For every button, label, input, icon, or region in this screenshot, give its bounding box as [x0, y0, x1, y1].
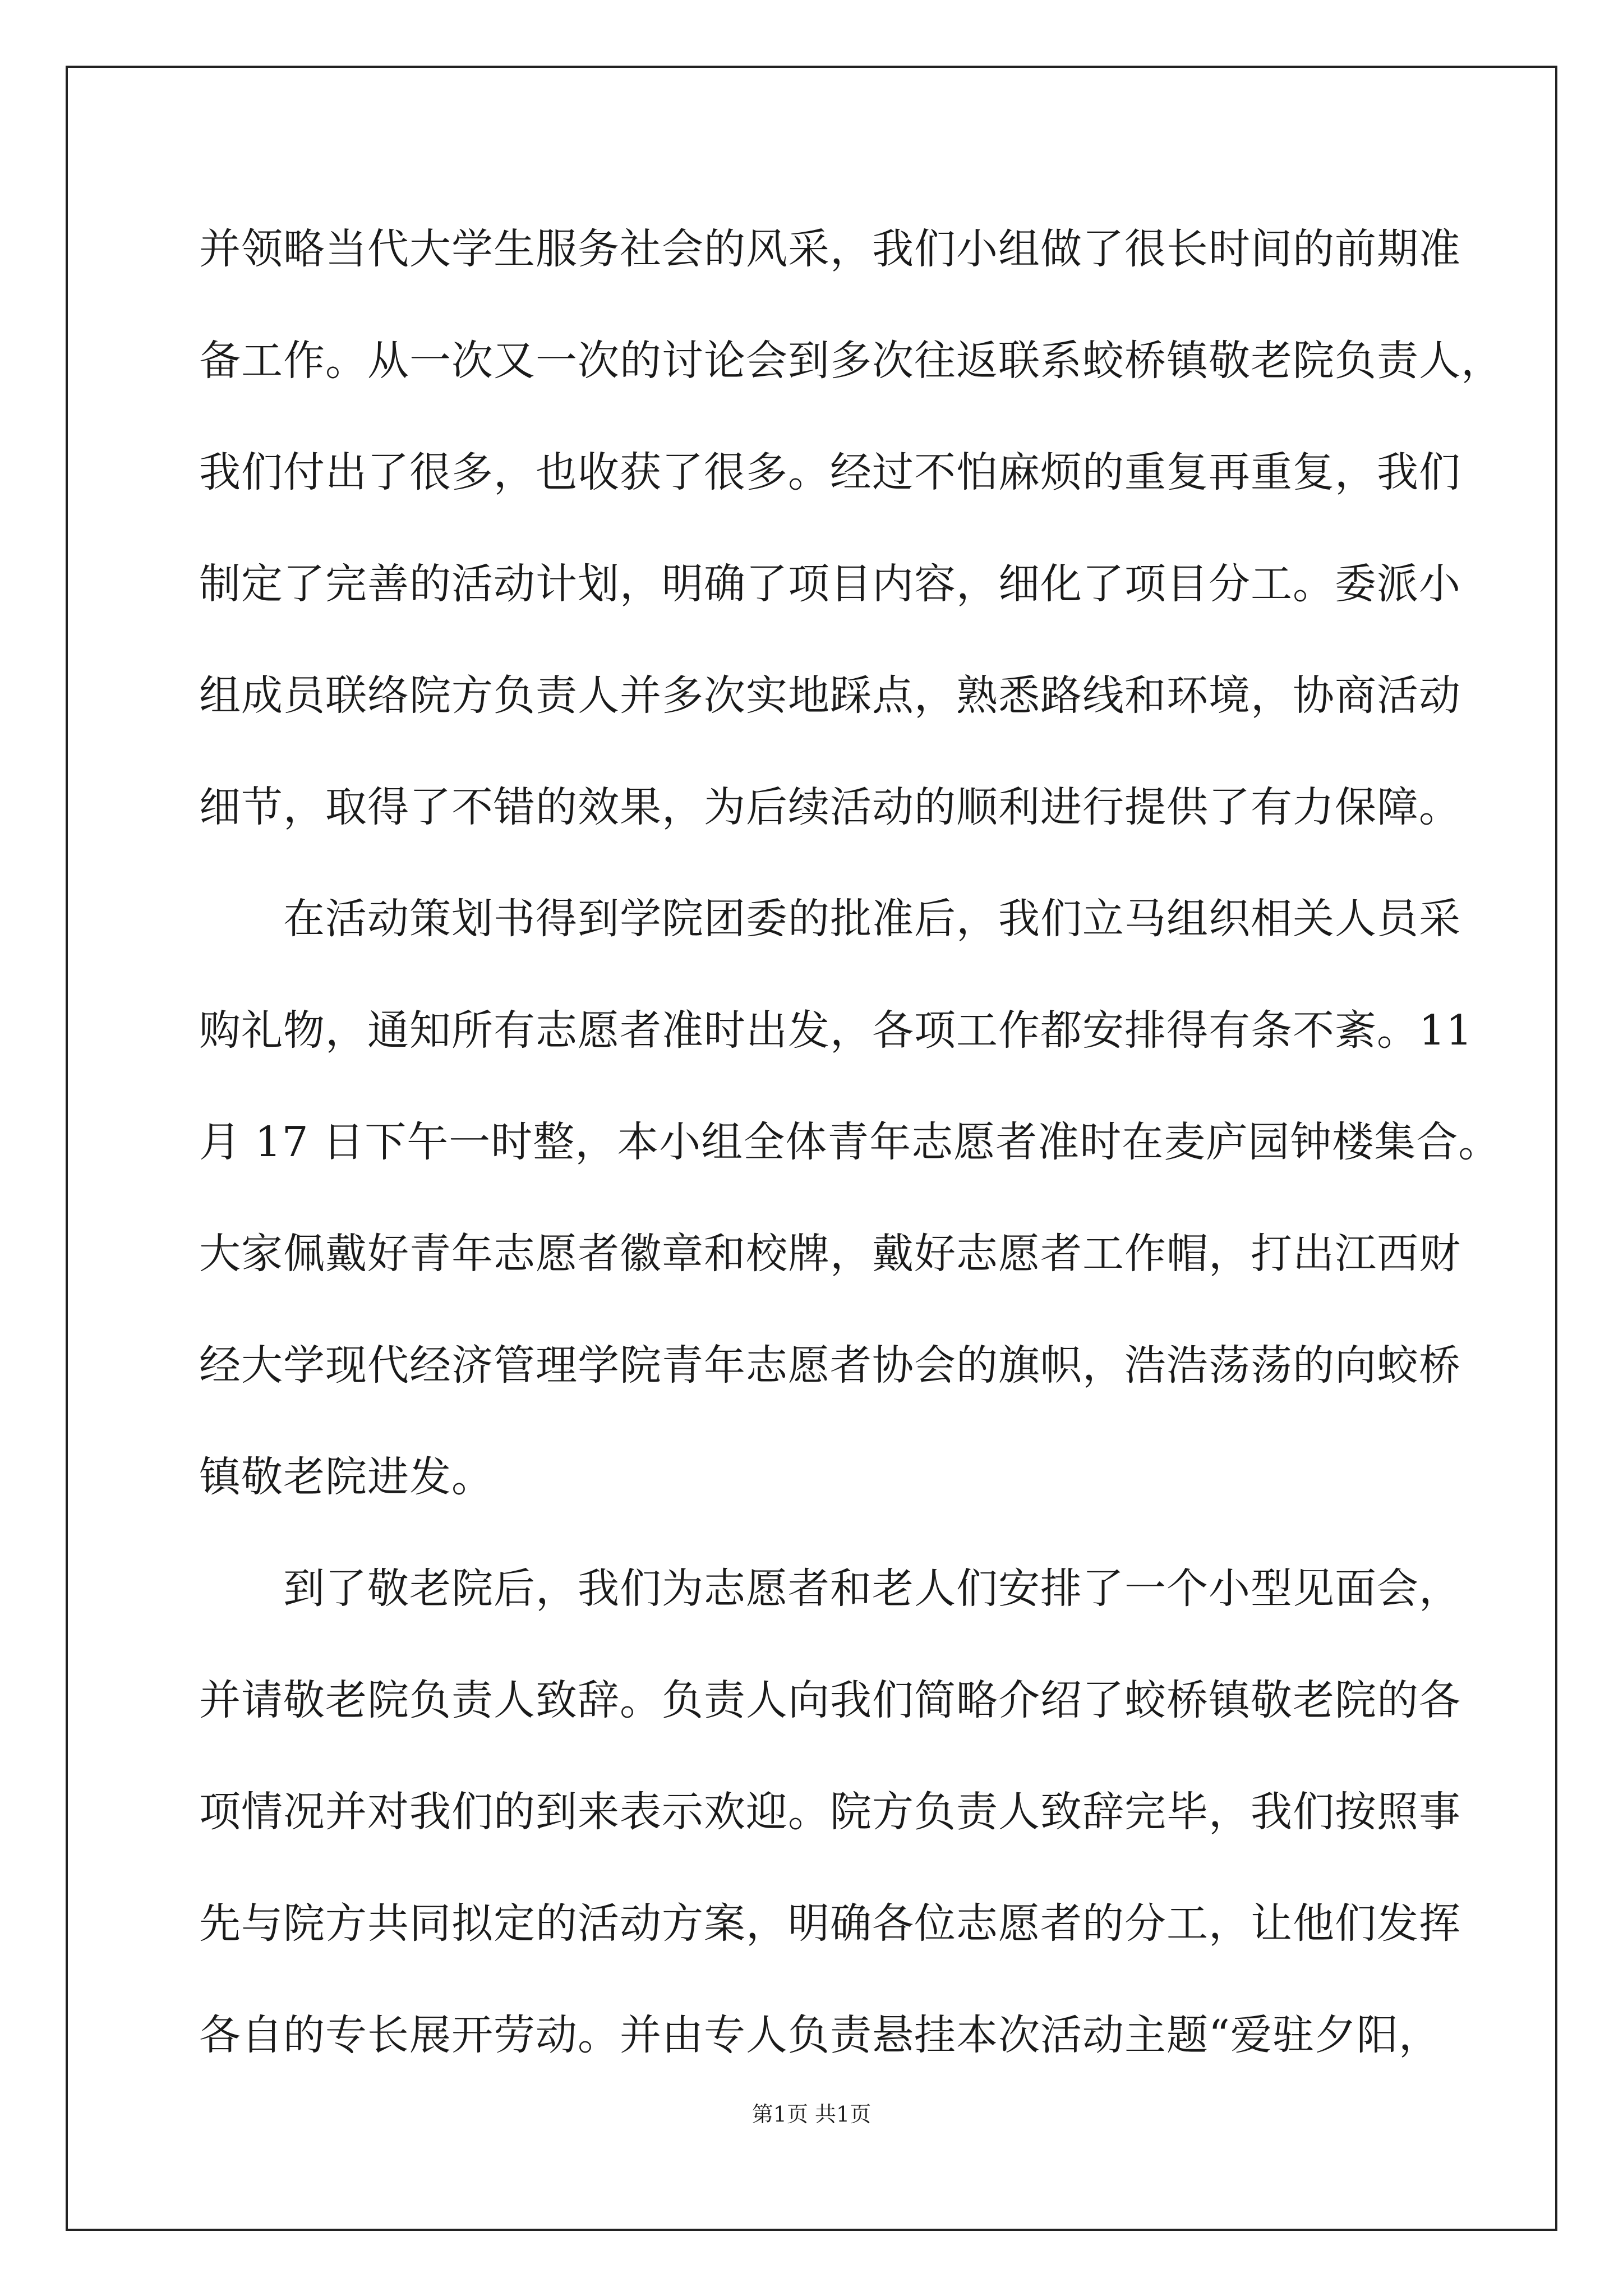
text-line: 并领略当代大学生服务社会的风采，我们小组做了很长时间的前期准	[199, 225, 1461, 273]
text-line: 各自的专长展开劳动。并由专人负责悬挂本次活动主题“爱驻夕阳，	[199, 2011, 1441, 2059]
text-line: 大家佩戴好青年志愿者徽章和校牌，戴好志愿者工作帽，打出江西财	[199, 1230, 1461, 1278]
paragraph-2	[199, 863, 1501, 1533]
text-line: 并请敬老院负责人致辞。负责人向我们简略介绍了蛟桥镇敬老院的各	[199, 1676, 1461, 1724]
text-line: 组成员联络院方负责人并多次实地踩点，熟悉路线和环境，协商活动	[199, 671, 1461, 720]
paragraph-3	[199, 1533, 1461, 2091]
text-line: 在活动策划书得到学院团委的批准后，我们立马组织相关人员采	[283, 895, 1461, 943]
text-line: 制定了完善的活动计划，明确了项目内容，细化了项目分工。委派小	[199, 560, 1461, 608]
text-line: 先与院方共同拟定的活动方案，明确各位志愿者的分工，让他们发挥	[199, 1899, 1461, 1948]
text-line: 购礼物，通知所有志愿者准时出发，各项工作都安排得有条不紊。11	[199, 1006, 1473, 1055]
text-line: 经大学现代经济管理学院青年志愿者协会的旗帜，浩浩荡荡的向蛟桥	[199, 1341, 1461, 1389]
paragraph-1	[199, 194, 1503, 863]
page-number-footer: 第1页 共1页	[751, 2102, 872, 2127]
text-line: 项情况并对我们的到来表示欢迎。院方负责人致辞完毕，我们按照事	[199, 1788, 1461, 1836]
text-line: 我们付出了很多，也收获了很多。经过不怕麻烦的重复再重复，我们	[199, 448, 1461, 496]
text-line: 备工作。从一次又一次的讨论会到多次往返联系蛟桥镇敬老院负责人，	[199, 337, 1503, 385]
text-line: 月 17 日下午一时整，本小组全体青年志愿者准时在麦庐园钟楼集合。	[199, 1118, 1501, 1166]
document-body	[199, 194, 1503, 2091]
text-line: 细节，取得了不错的效果，为后续活动的顺利进行提供了有力保障。	[199, 783, 1461, 831]
text-line: 到了敬老院后，我们为志愿者和老人们安排了一个小型见面会，	[283, 1565, 1461, 1613]
text-line: 镇敬老院进发。	[199, 1453, 494, 1501]
